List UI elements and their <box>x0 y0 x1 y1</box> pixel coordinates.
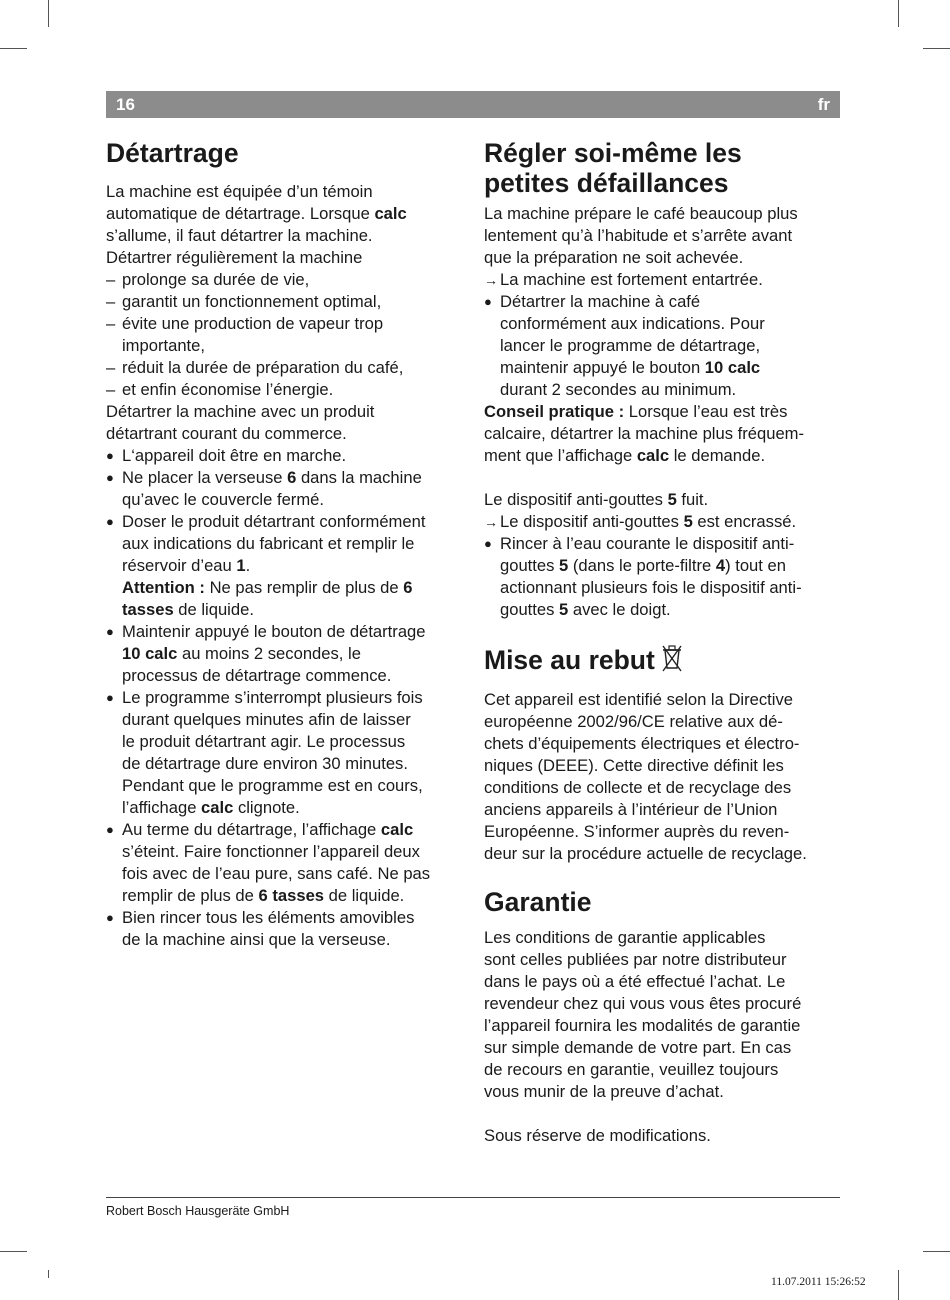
dash-item: – et enfin économise l’énergie. <box>106 380 334 399</box>
text-line: sont celles publiées par notre distributeur <box>484 950 787 969</box>
page-header-bar <box>106 91 840 118</box>
text-line: Détartrer régulièrement la machine <box>106 248 363 267</box>
section-title-troubleshooting: Régler soi-même les petites défaillances <box>484 138 742 198</box>
bullet-continued: l’affichage calc clignote. <box>122 798 300 817</box>
bullet-continued: remplir de plus de 6 tasses de liquide. <box>122 886 405 905</box>
bullet-item: ● Maintenir appuyé le bouton de détartrage <box>106 622 426 641</box>
bullet-continued: qu’avec le couvercle fermé. <box>122 490 324 509</box>
dash-item-continued: importante, <box>122 336 206 355</box>
bullet-continued: durant 2 secondes au minimum. <box>500 380 737 399</box>
crop-mark <box>0 1251 27 1252</box>
text-line: La machine est équipée d’un témoin <box>106 182 373 201</box>
text-line: La machine prépare le café beaucoup plus <box>484 204 798 223</box>
text-line: dans le pays où a été effectué l’achat. Le <box>484 972 786 991</box>
bullet-item: ● Ne placer la verseuse 6 dans la machine <box>106 468 422 487</box>
text-line: automatique de détartrage. Lorsque calc <box>106 204 407 223</box>
bullet-continued: de la machine ainsi que la verseuse. <box>122 930 391 949</box>
text-line: conditions de collecte et de recyclage des <box>484 778 792 797</box>
bullet-continued: gouttes 5 avec le doigt. <box>500 600 671 619</box>
crop-mark <box>0 48 27 49</box>
bullet-continued: gouttes 5 (dans le porte-filtre 4) tout en <box>500 556 786 575</box>
page-number: 16 <box>116 95 135 114</box>
footer-rule <box>106 1197 840 1198</box>
text-line: Cet appareil est identifié selon la Directive <box>484 690 793 709</box>
language-code: fr <box>817 95 830 114</box>
dash-item: – évite une production de vapeur trop <box>106 314 384 333</box>
cause-item: → Le dispositif anti-gouttes 5 est encrassé. <box>484 512 797 531</box>
bullet-continued: s’éteint. Faire fonctionner l’appareil deux <box>122 842 420 861</box>
crop-mark <box>898 1270 899 1300</box>
bullet-continued: lancer le programme de détartrage, <box>500 336 761 355</box>
cause-item: → La machine est fortement entartrée. <box>484 270 763 289</box>
text-line: Européenne. S’informer auprès du reven- <box>484 822 790 841</box>
text-line: lentement qu’à l’habitude et s’arrête avant <box>484 226 793 245</box>
bullet-continued: maintenir appuyé le bouton 10 calc <box>500 358 761 377</box>
tip-line: ment que l’affichage calc le demande. <box>484 446 766 465</box>
crop-mark <box>923 1251 950 1252</box>
text-line: que la préparation ne soit achevée. <box>484 248 744 267</box>
bullet-item: ● Détartrer la machine à café <box>484 292 701 311</box>
left-column <box>106 138 466 951</box>
text-line: Le dispositif anti-gouttes 5 fuit. <box>484 490 709 509</box>
bullet-continued: 10 calc au moins 2 secondes, le <box>122 644 361 663</box>
section-title-descaling: Détartrage <box>106 138 239 168</box>
bullet-continued: le produit détartrant agir. Le processus <box>122 732 406 751</box>
bullet-continued: actionnant plusieurs fois le dispositif anti- <box>500 578 802 597</box>
bullet-continued: durant quelques minutes afin de laisser <box>122 710 411 729</box>
bullet-continued: aux indications du fabricant et remplir le <box>122 534 415 553</box>
bullet-continued: Pendant que le programme est en cours, <box>122 776 423 795</box>
attention-note: tasses de liquide. <box>122 600 254 619</box>
print-stamp: 11.07.2011 15:26:52 <box>771 1276 866 1288</box>
text-line: s’allume, il faut détartrer la machine. <box>106 226 373 245</box>
text-line: Les conditions de garantie applicables <box>484 928 766 947</box>
text-line: vous munir de la preuve d’achat. <box>484 1082 724 1101</box>
crop-mark <box>48 1270 49 1278</box>
crop-mark <box>898 0 899 27</box>
text-line: deur sur la procédure actuelle de recyclage. <box>484 844 807 863</box>
text-line: revendeur chez qui vous vous êtes procuré <box>484 994 802 1013</box>
text-line: de recours en garantie, veuillez toujours <box>484 1060 779 1079</box>
right-column <box>484 138 840 1147</box>
text-line: détartrant courant du commerce. <box>106 424 347 443</box>
dash-item: – prolonge sa durée de vie, <box>106 270 310 289</box>
dash-item: – garantit un fonctionnement optimal, <box>106 292 382 311</box>
tip-line: Conseil pratique : Lorsque l’eau est très <box>484 402 788 421</box>
dash-item: – réduit la durée de préparation du café, <box>106 358 404 377</box>
bullet-continued: de détartrage dure environ 30 minutes. <box>122 754 408 773</box>
bullet-continued: processus de détartrage commence. <box>122 666 392 685</box>
attention-note: Attention : Ne pas remplir de plus de 6 <box>122 578 413 597</box>
text-line: niques (DEEE). Cette directive définit les <box>484 756 784 775</box>
bullet-continued: réservoir d’eau 1. <box>122 556 251 575</box>
crop-mark <box>923 48 950 49</box>
bullet-continued: conformément aux indications. Pour <box>500 314 765 333</box>
text-line: Détartrer la machine avec un produit <box>106 402 375 421</box>
arrow-icon: → <box>484 272 498 288</box>
section-title-disposal: Mise au rebut <box>484 643 840 679</box>
tip-line: calcaire, détartrer la machine plus fréquem- <box>484 424 805 443</box>
bullet-item: ● L‘appareil doit être en marche. <box>106 446 347 465</box>
text-line: européenne 2002/96/CE relative aux dé- <box>484 712 783 731</box>
text-line: anciens appareils à l’intérieur de l’Union <box>484 800 778 819</box>
arrow-icon: → <box>484 514 498 530</box>
bullet-item: ● Bien rincer tous les éléments amovibles <box>106 908 415 927</box>
crop-mark <box>48 0 49 27</box>
footer-company: Robert Bosch Hausgeräte GmbH <box>106 1204 290 1218</box>
crossed-bin-icon <box>661 643 683 679</box>
bullet-item: ● Le programme s’interrompt plusieurs fois <box>106 688 423 707</box>
bullet-item: ● Doser le produit détartrant conformément <box>106 512 426 531</box>
text-line: chets d’équipements électriques et électro- <box>484 734 800 753</box>
bullet-item: ● Rincer à l’eau courante le dispositif anti- <box>484 534 795 553</box>
text-line: l’appareil fournira les modalités de garantie <box>484 1016 801 1035</box>
reserve-note: Sous réserve de modifications. <box>484 1126 711 1145</box>
bullet-item: ● Au terme du détartrage, l’affichage calc <box>106 820 414 839</box>
text-line: sur simple demande de votre part. En cas <box>484 1038 792 1057</box>
section-title-warranty: Garantie <box>484 887 592 917</box>
bullet-continued: fois avec de l’eau pure, sans café. Ne pas <box>122 864 431 883</box>
